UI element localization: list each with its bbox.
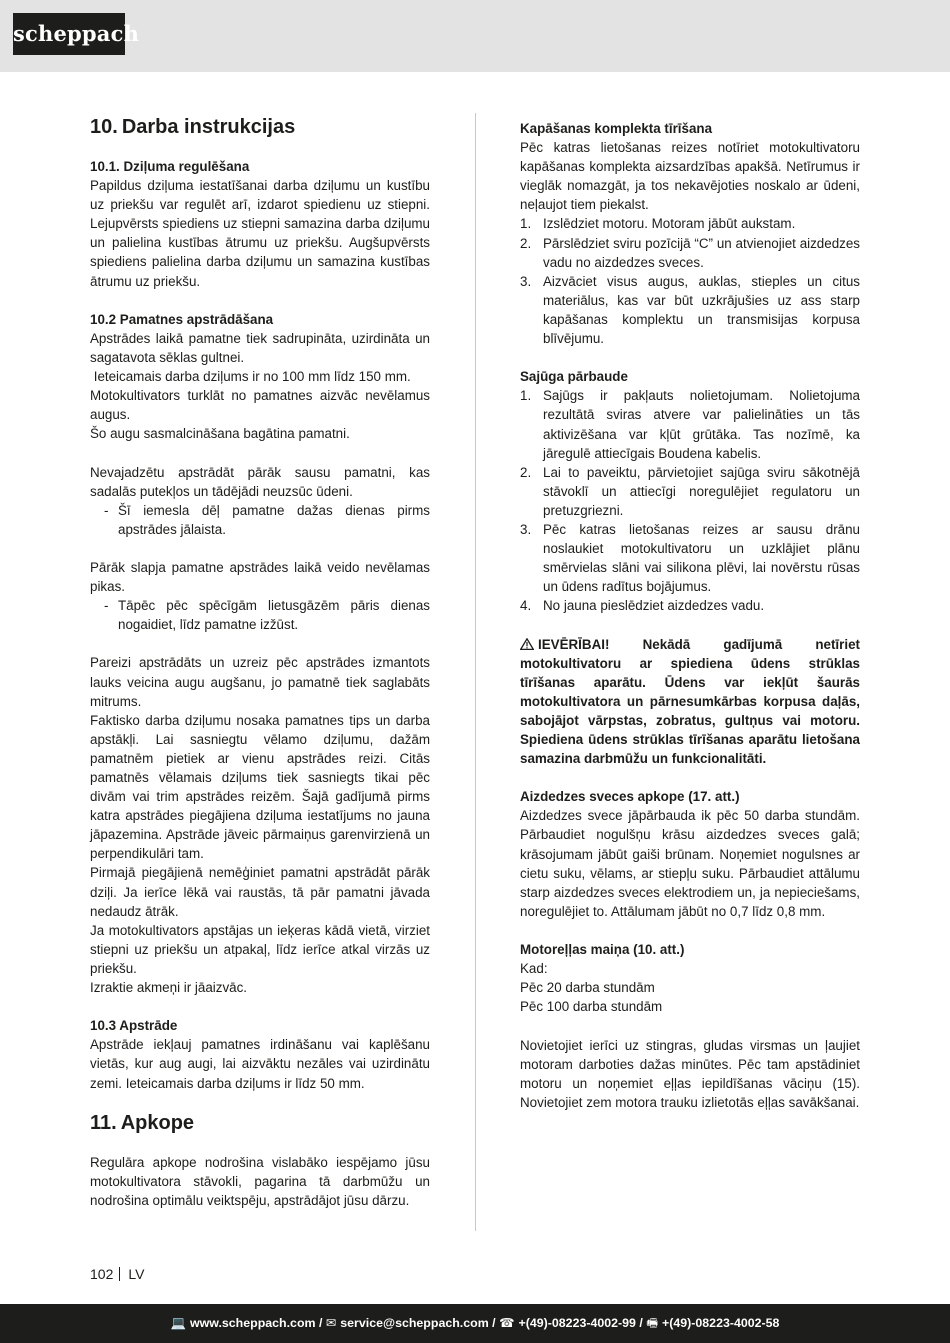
paragraph-dry-soil: Nevajadzētu apstrādāt pārāk sausu pamatni, kas sadalās putekļos un tādējādi neuzsūc ūdeni. [90, 464, 430, 499]
list-item: 4. No jauna pieslēdziet aizdedzes vadu. [520, 598, 765, 614]
paragraph-body: Faktisko darba dziļumu nosaka pamatnes tips un darba apstākļi. Lai sasniegtu vēlamo dziļumu, dažām pamatnēm pietiek ar vienu apstrādes reizi. Citās pamatnēs vēlamais dziļums tiek sasniegts tikai pēc divām vai trim apstrādes reizēm. Šajā gadījumā pirms katra apstrādes piegājiena dziļuma iestatījums no jauna jāpazemina. Apstrāde jāveic pārmaiņus garenvirzienā un perpendikulāri tam. [90, 712, 430, 862]
subheading-clutch: Sajūga pārbaude [520, 369, 628, 385]
numbered-list-cleaning [520, 214, 860, 348]
subheading-10-2: 10.2 Pamatnes apstrādāšana [90, 311, 274, 327]
subheading-spark-plug: Aizdedzes sveces apkope (17. att.) [520, 789, 740, 805]
subheading-10-3: 10.3 Apstrāde [90, 1018, 178, 1034]
numbered-list-clutch [520, 386, 860, 615]
paragraph-cleaning: Pēc katras lietošanas reizes notīriet motokultivatoru kapāšanas komplekta aizsardzības apakšā. Netīrumus ir vieglāk nomazgāt, ja tos nekavējoties noskalo ar ūdeni, neļaujot tiem piekalst. [520, 140, 860, 213]
fax-number: +(49)-08223-4002-58 [662, 1316, 780, 1330]
paragraph-wet-soil: Pārāk slapja pamatne apstrādes laikā veido nevēlamas pikas. [90, 559, 430, 595]
paragraph-line: Šo augu sasmalcināšana bagātina pamatni. [90, 426, 350, 442]
column-divider [475, 113, 476, 1231]
paragraph-spark-plug: Aizdedzes svece jāpārbauda ik pēc 50 darba stundām. Pārbaudiet nogulšņu krāsu aizdedzes sveces galā; krāsojumam jābūt gaiši brūnam. Noņemiet nogulsnes ar cietu suku, vēlams, ar stiepļu suku. Pārbaudiet attālumu starp aizdedzes sveces elektrodiem un, ja nepieciešams, noregulējiet to. Attālumam jābūt no 0,7 līdz 0,8 mm. [520, 808, 860, 919]
paragraph-processing: Apstrāde iekļauj pamatnes irdināšanu vai kaplēšanu vietās, kur aug augi, lai aizvāktu nezāles vai uzirdinātu zemi. Ieteicamais darba dziļums ir līdz 50 mm. [90, 1037, 430, 1091]
brand-logo: scheppach [13, 13, 125, 55]
list-item: 3. Pēc katras lietošanas reizes ar sausu drānu noslaukiet motokultivatoru un uzklājiet plānu smērvielas slāni vai silikona plēvi, lai novērstu rūsas un ūdens radītus bojājumus. [520, 521, 860, 595]
warning-notice: IEVĒRĪBAI! Nekādā gadījumā netīriet motokultivatoru ar spiediena ūdens strūklas tīrīšanas aparātu. Ūdens var iekļūt šaurās motokultivatora un pārnesumkārbas korpusa daļās, sabojājot vārpstas, zobratus, gultņus vai motoru. Spiediena ūdens strūklas tīrīšanas aparātu lietošana samazina darbmūžu un funkcionalitāti. [520, 636, 860, 767]
paragraph-body: Ja motokultivators apstājas un ieķeras kādā vietā, virziet stiepni uz priekšu un atpakaļ, līdz ierīce atkal virzās uz priekšu. [90, 922, 430, 976]
section-heading-11: 11. Apkope [90, 1111, 195, 1134]
paragraph-line: Pēc 20 darba stundām [520, 980, 655, 996]
phone-icon: ☎ [499, 1316, 515, 1330]
paragraph-body: Pirmajā piegājienā nemēģiniet pamatni apstrādāt pārāk dziļi. Ja ierīce lēkā vai raustās, tā pār pamatni jāvada nedaudz ātrāk. [90, 865, 430, 919]
paragraph-line: Motokultivators turklāt no pamatnes aizvāc nevēlamus augus. [90, 388, 430, 423]
paragraph-line: Pēc 100 darba stundām [520, 999, 663, 1015]
computer-icon: 💻 [170, 1316, 186, 1330]
warning-icon [520, 638, 534, 650]
list-item: - Šī iemesla dēļ pamatne dažas dienas pirms apstrādes jālaista. [90, 501, 430, 539]
paragraph-body: Izraktie akmeņi ir jāaizvāc. [90, 980, 248, 996]
website-link[interactable]: www.scheppach.com / [189, 1316, 323, 1330]
subheading-cleaning: Kapāšanas komplekta tīrīšana [520, 121, 713, 136]
page-number: 102 LV [90, 1266, 145, 1282]
paragraph-line: Apstrādes laikā pamatne tiek sadrupināta, uzirdināta un sagatavota sēklas gultnei. [90, 330, 430, 365]
list-item: 2. Pārslēdziet sviru pozīcijā “C” un atvienojiet aizdedzes vadu no aizdedzes sveces. [520, 235, 860, 270]
page-header [0, 0, 950, 72]
phone-number: +(49)-08223-4002-99 / [518, 1316, 643, 1330]
email-link[interactable]: service@scheppach.com / [340, 1316, 496, 1330]
paragraph-line: Kad: [520, 961, 548, 977]
left-column [90, 115, 430, 1210]
right-column [520, 119, 860, 1112]
list-item: 2. Lai to paveiktu, pārvietojiet sajūga sviru sākotnējā stāvoklī un attiecīgi noregulējiet regulatoru un pretuzgriezni. [520, 464, 860, 518]
list-item: 1. Sajūgs ir pakļauts nolietojumam. Nolietojuma rezultātā sviras atvere var palielināties un tās aktivizēšana var kļūt grūtāka. Tas nozīmē, ka jāregulē attiecīgais Boudena kabelis. [520, 388, 860, 461]
page-footer [0, 1304, 950, 1343]
list-item: - Tāpēc pēc spēcīgām lietusgāzēm pāris dienas nogaidiet, līdz pamatne izžūst. [90, 596, 430, 634]
paragraph-body: Pareizi apstrādāts un uzreiz pēc apstrādes izmantots lauks veicina augu augšanu, jo pamatnē tiek saglabāts mitrums. [90, 655, 430, 709]
paragraph-depth-regulation: Papildus dziļuma iestatīšanai darba dziļumu un kustību uz priekšu var regulēt arī, izdarot spiedienu uz stiepni. Lejupvērsts spiediens uz stiepni samazina darba dziļumu un palielina kustības ātrumu uz priekšu. Augšupvērsts spiediens palielina darba dziļumu un samazina kustības ātrumu uz priekšu. [90, 178, 430, 289]
mail-icon: ✉ [325, 1316, 337, 1330]
section-heading-10: 10. Darba instrukcijas [90, 116, 296, 138]
subheading-10-1: 10.1. Dziļuma regulēšana [90, 159, 250, 174]
dash-list [90, 596, 430, 634]
fax-icon: 🖷 [646, 1316, 658, 1330]
subheading-oil-change: Motoreļļas maiņa (10. att.) [520, 942, 685, 958]
paragraph-maintenance: Regulāra apkope nodrošina vislabāko iespējamo jūsu motokultivatora stāvokli, pagarina tā darbmūžu un nodrošina optimālu veiktspēju, apstrādājot jūsu dārzu. [90, 1154, 430, 1208]
paragraph-line: Ieteicamais darba dziļums ir no 100 mm līdz 150 mm. [90, 369, 411, 385]
list-item: 1. Izslēdziet motoru. Motoram jābūt aukstam. [520, 216, 796, 232]
paragraph-oil-change: Novietojiet ierīci uz stingras, gludas virsmas un ļaujiet motoram darboties dažas minūtes. Pēc tam apstādiniet motoru un noņemiet eļļas iepildīšanas vāciņu (15). Novietojiet zem motora trauku izlietotās eļļas savākšanai. [520, 1037, 860, 1110]
list-item: 3. Aizvāciet visus augus, auklas, stieples un citus materiālus, kas var būt uzkrājušies uz ass starp kapāšanas komplektu un transmisijas korpusa blīvējumu. [520, 273, 860, 347]
dash-list [90, 501, 430, 539]
